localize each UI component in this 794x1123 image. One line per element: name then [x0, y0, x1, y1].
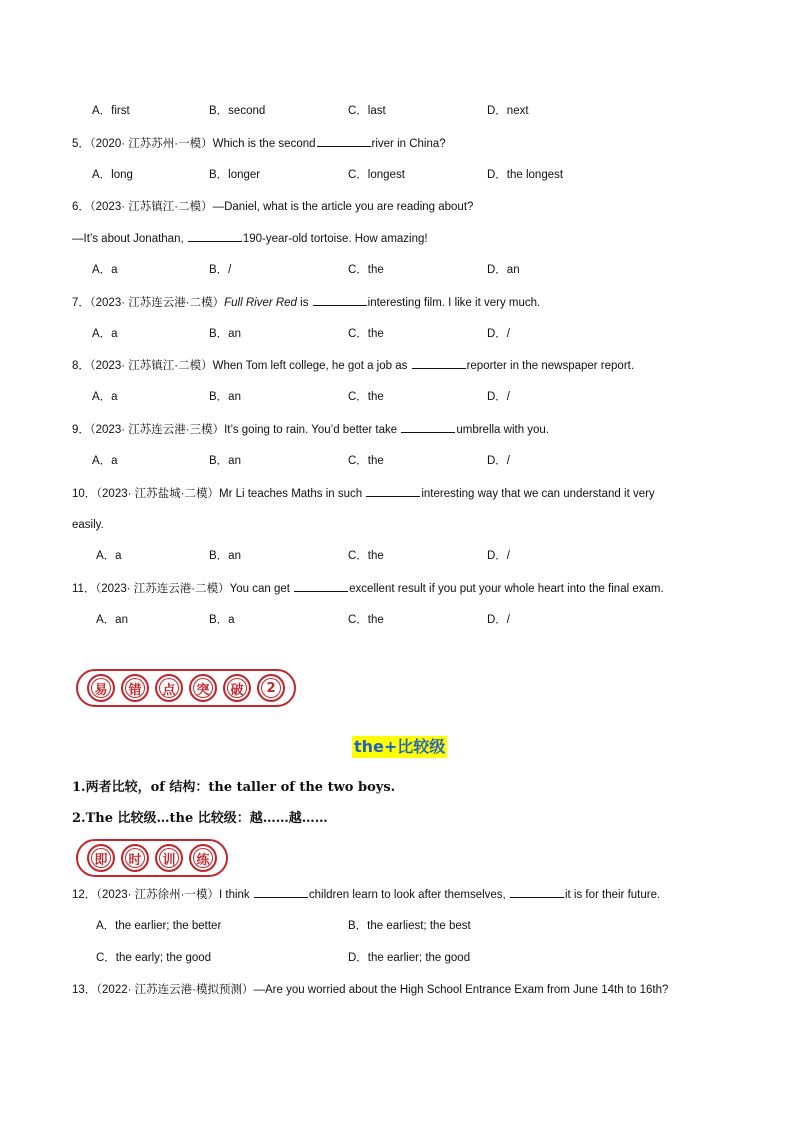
q5-option-c[interactable]: C．longest: [348, 169, 405, 181]
q7-text-post: interesting film. I like it very much.: [367, 297, 541, 309]
badge-char: 2: [257, 674, 285, 702]
q5-text-post: river in China?: [371, 138, 446, 150]
q6-option-c[interactable]: C．the: [348, 264, 384, 276]
q6-number: 6．（2023· 江苏镇江·二模）: [72, 201, 213, 213]
badge-char: 点: [155, 674, 183, 702]
q10-blank[interactable]: [366, 485, 420, 497]
q5-option-b[interactable]: B．longer: [209, 169, 261, 181]
q6-text-post: 190-year-old tortoise. How amazing!: [242, 233, 428, 245]
q8-text-pre: When Tom left college, he got a job as: [212, 360, 411, 372]
badge-char: 突: [189, 674, 217, 702]
q12-options-row1: [0, 918, 794, 934]
q11-stem: [72, 580, 664, 597]
q12-option-c[interactable]: C．the early; the good: [96, 952, 212, 964]
q13-number: 13．（2022· 江苏连云港·模拟预测）: [72, 984, 254, 996]
q12-blank-1[interactable]: [254, 886, 308, 898]
q8-option-b[interactable]: B．an: [209, 391, 241, 403]
q9-option-c[interactable]: C．the: [348, 455, 384, 467]
q9-blank[interactable]: [401, 421, 455, 433]
q5-options: [0, 167, 794, 183]
q6-option-b[interactable]: B．/: [209, 264, 232, 276]
q10-stem: [72, 485, 655, 502]
q9-stem: [72, 421, 549, 438]
q9-number: 9．（2023· 江苏连云港·三模）: [72, 424, 225, 436]
q13-text: —Are you worried about the High School Entrance Exam from June 14th to 16th?: [253, 984, 669, 996]
q9-text-post: umbrella with you.: [456, 424, 550, 436]
badge-char: 破: [223, 674, 251, 702]
q7-film-title: Full River Red: [224, 297, 297, 309]
q6-option-d[interactable]: D．an: [487, 264, 520, 276]
q4-option-c[interactable]: C．last: [348, 105, 386, 117]
q4-options: [0, 103, 794, 119]
q11-option-b[interactable]: B．a: [209, 614, 235, 626]
q11-option-c[interactable]: C．the: [348, 614, 384, 626]
q5-stem: [72, 135, 446, 152]
q10-option-d[interactable]: D．/: [487, 550, 510, 562]
q11-number: 11．（2023· 江苏连云港·二模）: [72, 583, 230, 595]
q5-blank[interactable]: [317, 135, 371, 147]
q4-option-b[interactable]: B．second: [209, 105, 266, 117]
q11-option-d[interactable]: D．/: [487, 614, 510, 626]
practice-badge: [76, 839, 228, 877]
section-title: the+比较级: [354, 737, 446, 756]
badge-char: 即: [87, 844, 115, 872]
q12-text-post: it is for their future.: [564, 889, 661, 901]
q12-number: 12．（2023· 江苏徐州·一模）: [72, 889, 219, 901]
q12-text-pre: I think: [218, 889, 253, 901]
rule-2: 2.The 比较级…the 比较级：越……越……: [72, 811, 328, 826]
q11-text-pre: You can get: [229, 583, 294, 595]
q10-stem-line2: easily.: [72, 519, 104, 531]
q11-options: [0, 612, 794, 628]
badge-char: 易: [87, 674, 115, 702]
q11-blank[interactable]: [294, 580, 348, 592]
badge-char: 错: [121, 674, 149, 702]
q8-text-post: reporter in the newspaper report.: [466, 360, 635, 372]
badge-char: 练: [189, 844, 217, 872]
q7-option-c[interactable]: C．the: [348, 328, 384, 340]
q8-options: [0, 389, 794, 405]
q8-option-c[interactable]: C．the: [348, 391, 384, 403]
q10-options: [0, 548, 794, 564]
q7-text-pre: is: [296, 297, 312, 309]
badge-char: 训: [155, 844, 183, 872]
q6-options: [0, 262, 794, 278]
q10-option-c[interactable]: C．the: [348, 550, 384, 562]
q8-stem: [72, 357, 634, 374]
q7-option-a[interactable]: A．a: [92, 328, 118, 340]
q4-option-d[interactable]: D．next: [487, 105, 529, 117]
q11-text-post: excellent result if you put your whole heart into the final exam.: [349, 583, 664, 595]
q8-number: 8．（2023· 江苏镇江·二模）: [72, 360, 213, 372]
q9-option-a[interactable]: A．a: [92, 455, 118, 467]
q7-options: [0, 326, 794, 342]
q6-stem: [72, 199, 473, 215]
q12-blank-2[interactable]: [510, 886, 564, 898]
q12-option-a[interactable]: A．the earlier; the better: [96, 920, 222, 932]
q13-stem: [72, 982, 668, 998]
q6-text-line1: —Daniel, what is the article you are reading about?: [212, 201, 474, 213]
q10-option-a[interactable]: A．a: [96, 550, 122, 562]
q10-text-pre: Mr Li teaches Maths in such: [218, 488, 366, 500]
q5-option-d[interactable]: D．the longest: [487, 169, 564, 181]
q4-option-a[interactable]: A．first: [92, 105, 130, 117]
q12-text-mid: children learn to look after themselves,: [308, 889, 509, 901]
q5-option-a[interactable]: A．long: [92, 169, 133, 181]
q5-text-pre: Which is the second: [212, 138, 316, 150]
badge-char: 时: [121, 844, 149, 872]
q7-option-d[interactable]: D．/: [487, 328, 510, 340]
q7-number: 7．（2023· 江苏连云港·二模）: [72, 297, 225, 309]
q6-blank[interactable]: [188, 230, 242, 242]
q9-options: [0, 453, 794, 469]
q9-option-b[interactable]: B．an: [209, 455, 241, 467]
q10-text-post: interesting way that we can understand it very: [421, 488, 655, 500]
q11-option-a[interactable]: A．an: [96, 614, 128, 626]
q7-option-b[interactable]: B．an: [209, 328, 241, 340]
q7-stem: [72, 294, 540, 311]
q6-text-pre: —It’s about Jonathan,: [72, 233, 187, 245]
q12-stem: [72, 886, 660, 903]
q6-stem-line2: [72, 230, 428, 247]
q12-option-d[interactable]: D．the earlier; the good: [348, 952, 471, 964]
q5-number: 5．（2020· 江苏苏州·一模）: [72, 138, 213, 150]
q12-option-b[interactable]: B．the earliest; the best: [348, 920, 471, 932]
q9-text-pre: It’s going to rain. You’d better take: [224, 424, 401, 436]
q12-options-row2: [0, 950, 794, 966]
rule-1: 1.两者比较，of 结构：the taller of the two boys.: [72, 780, 396, 795]
q9-option-d[interactable]: D．/: [487, 455, 510, 467]
q8-blank[interactable]: [412, 357, 466, 369]
q6-option-a[interactable]: A．a: [92, 264, 118, 276]
error-prone-badge: [76, 669, 296, 707]
q7-blank[interactable]: [313, 294, 367, 306]
q8-option-d[interactable]: D．/: [487, 391, 510, 403]
q8-option-a[interactable]: A．a: [92, 391, 118, 403]
q10-option-b[interactable]: B．an: [209, 550, 241, 562]
q10-number: 10．（2023· 江苏盐城·二模）: [72, 488, 219, 500]
